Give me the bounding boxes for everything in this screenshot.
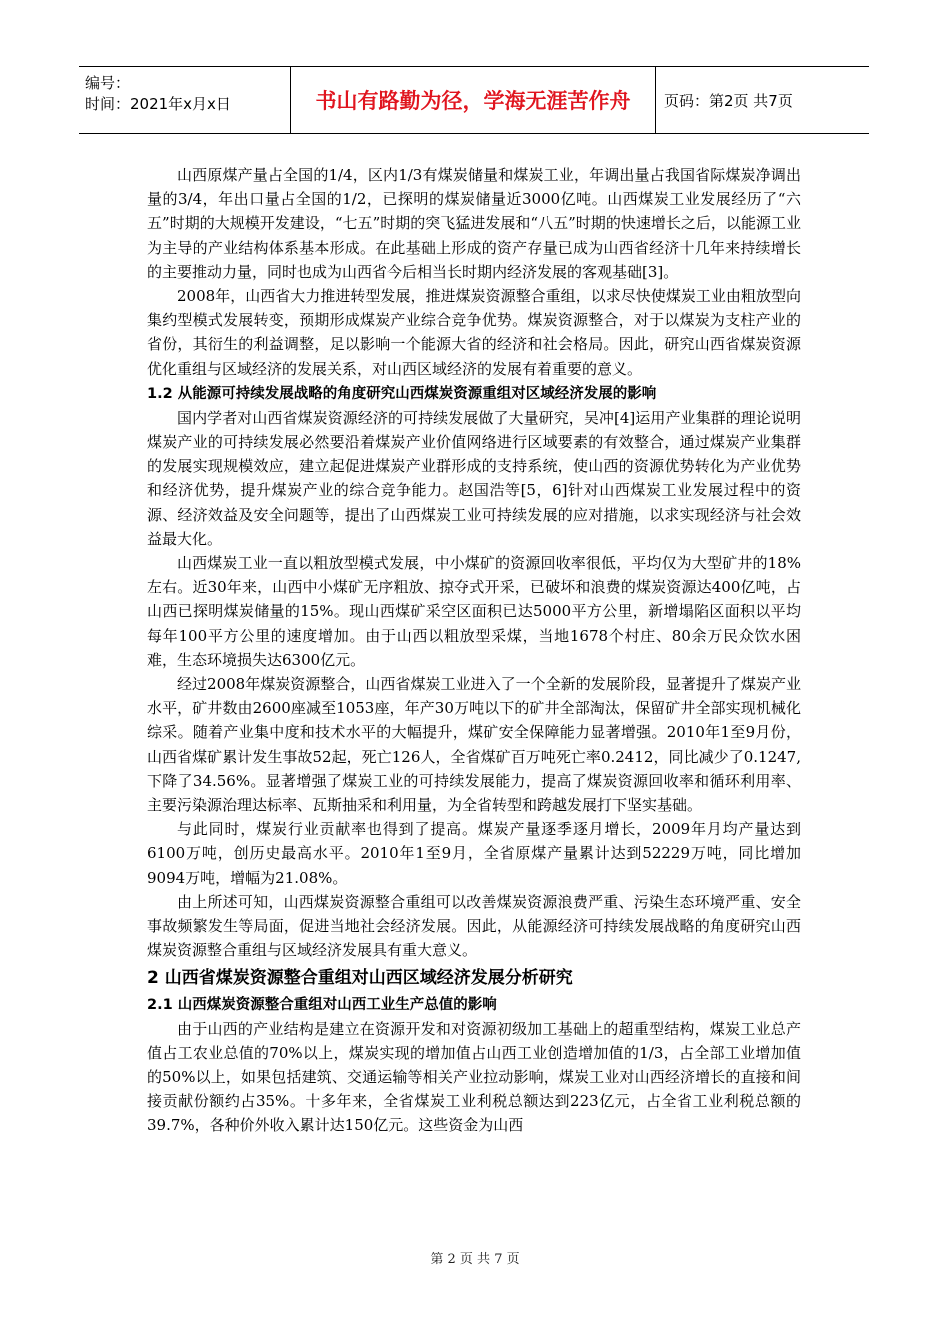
page-header — [79, 66, 869, 134]
document-body — [147, 163, 801, 1138]
section-heading-2: 2 山西省煤炭资源整合重组对山西区域经济发展分析研究 — [147, 967, 573, 988]
header-motto: 书山有路勤为径，学海无涯苦作舟 — [291, 67, 656, 133]
paragraph: 与此同时，煤炭行业贡献率也得到了提高。煤炭产量逐季逐月增长，2009年月均产量达到6100万吨，创历史最高水平。2010年1至9月，全省原煤产量累计达到52229万吨，同比增加9094万吨，增幅为21.08%。 — [147, 820, 801, 887]
header-meta — [79, 67, 291, 133]
paragraph: 山西煤炭工业一直以粗放型模式发展，中小煤矿的资源回收率很低，平均仅为大型矿井的18%左右。近30年来，山西中小煤矿无序粗放、掠夺式开采，已破坏和浪费的煤炭资源达400亿吨，占山西已探明煤炭储量的15%。现山西煤矿采空区面积已达5000平方公里，新增塌陷区面积以平均每年100平方公里的速度增加。由于山西以粗放型采煤，当地1678个村庄、80余万民众饮水困难，生态环境损失达6300亿元。 — [147, 554, 801, 669]
paragraph: 山西原煤产量占全国的1/4，区内1/3有煤炭储量和煤炭工业，年调出量占我国省际煤炭净调出量的3/4，年出口量占全国的1/2，已探明的煤炭储量近3000亿吨。山西煤炭工业发展经历了“六五”时期的大规模开发建设，“七五”时期的突飞猛进发展和“八五”时期的快速增长之后，以能源工业为主导的产业结构体系基本形成。在此基础上形成的资产存量已成为山西省经济十几年来持续增长的主要推动力量，同时也成为山西省今后相当长时期内经济发展的客观基础[3]。 — [147, 166, 801, 281]
paragraph: 2008年，山西省大力推进转型发展，推进煤炭资源整合重组，以求尽快使煤炭工业由粗放型向集约型模式发展转变，预期形成煤炭产业综合竞争优势。煤炭资源整合，对于以煤炭为支柱产业的省份，其衍生的利益调整，足以影响一个能源大省的经济和社会格局。因此，研究山西省煤炭资源优化重组与区域经济的发展关系，对山西区域经济的发展有着重要的意义。 — [147, 287, 801, 378]
paragraph: 由于山西的产业结构是建立在资源开发和对资源初级加工基础上的超重型结构，煤炭工业总产值占工农业总值的70%以上，煤炭实现的增加值占山西工业创造增加值的1/3，占全部工业增加值的50%以上，如果包括建筑、交通运输等相关产业拉动影响，煤炭工业对山西经济增长的直接和间接贡献份额约占35%。十多年来，全省煤炭工业利税总额达到223亿元，占全省工业利税总额的39.7%，各种价外收入累计达150亿元。这些资金为山西 — [147, 1019, 801, 1135]
paragraph: 国内学者对山西省煤炭资源经济的可持续发展做了大量研究，吴冲[4]运用产业集群的理论说明煤炭产业的可持续发展必然要沿着煤炭产业价值网络进行区域要素的有效整合，通过煤炭产业集群的发展实现规模效应，建立起促进煤炭产业群形成的支持系统，使山西的资源优势转化为产业优势和经济优势，提升煤炭产业的综合竞争能力。赵国浩等[5，6]针对山西煤炭工业发展过程中的资源、经济效益及安全问题等，提出了山西煤炭工业可持续发展的应对措施，以求实现经济与社会效益最大化。 — [147, 408, 801, 548]
number-label: 编号： — [85, 74, 131, 92]
page-footer: 第 2 页 共 7 页 — [430, 1252, 520, 1267]
section-heading-2-1: 2.1 山西煤炭资源整合重组对山西工业生产总值的影响 — [147, 996, 497, 1013]
section-heading-1-2: 1.2 从能源可持续发展战略的角度研究山西煤炭资源重组对区域经济发展的影响 — [147, 385, 657, 402]
paragraph: 经过2008年煤炭资源整合，山西省煤炭工业进入了一个全新的发展阶段，显著提升了煤炭产业水平，矿井数由2600座减至1053座，年产30万吨以下的矿井全部淘汰，保留矿井全部实现机械化综采。随着产业集中度和技术水平的大幅提升，煤矿安全保障能力显著增强。2010年1至9月份，山西省煤矿累计发生事故52起，死亡126人，全省煤矿百万吨死亡率0.2412，同比减少了0.1247,下降了34.56%。显著增强了煤炭工业的可持续发展能力，提高了煤炭资源回收率和循环利用率、主要污染源治理达标率、瓦斯抽采和利用量，为全省转型和跨越发展打下坚实基础。 — [147, 675, 801, 815]
paragraph: 由上所述可知，山西煤炭资源整合重组可以改善煤炭资源浪费严重、污染生态环境严重、安全事故频繁发生等局面，促进当地社会经济发展。因此，从能源经济可持续发展战略的角度研究山西煤炭资源整合重组与区域经济发展具有重大意义。 — [147, 892, 801, 960]
date-label: 时间：2021年x月x日 — [85, 95, 231, 113]
header-page-label: 页码：第2页 共7页 — [664, 91, 793, 110]
